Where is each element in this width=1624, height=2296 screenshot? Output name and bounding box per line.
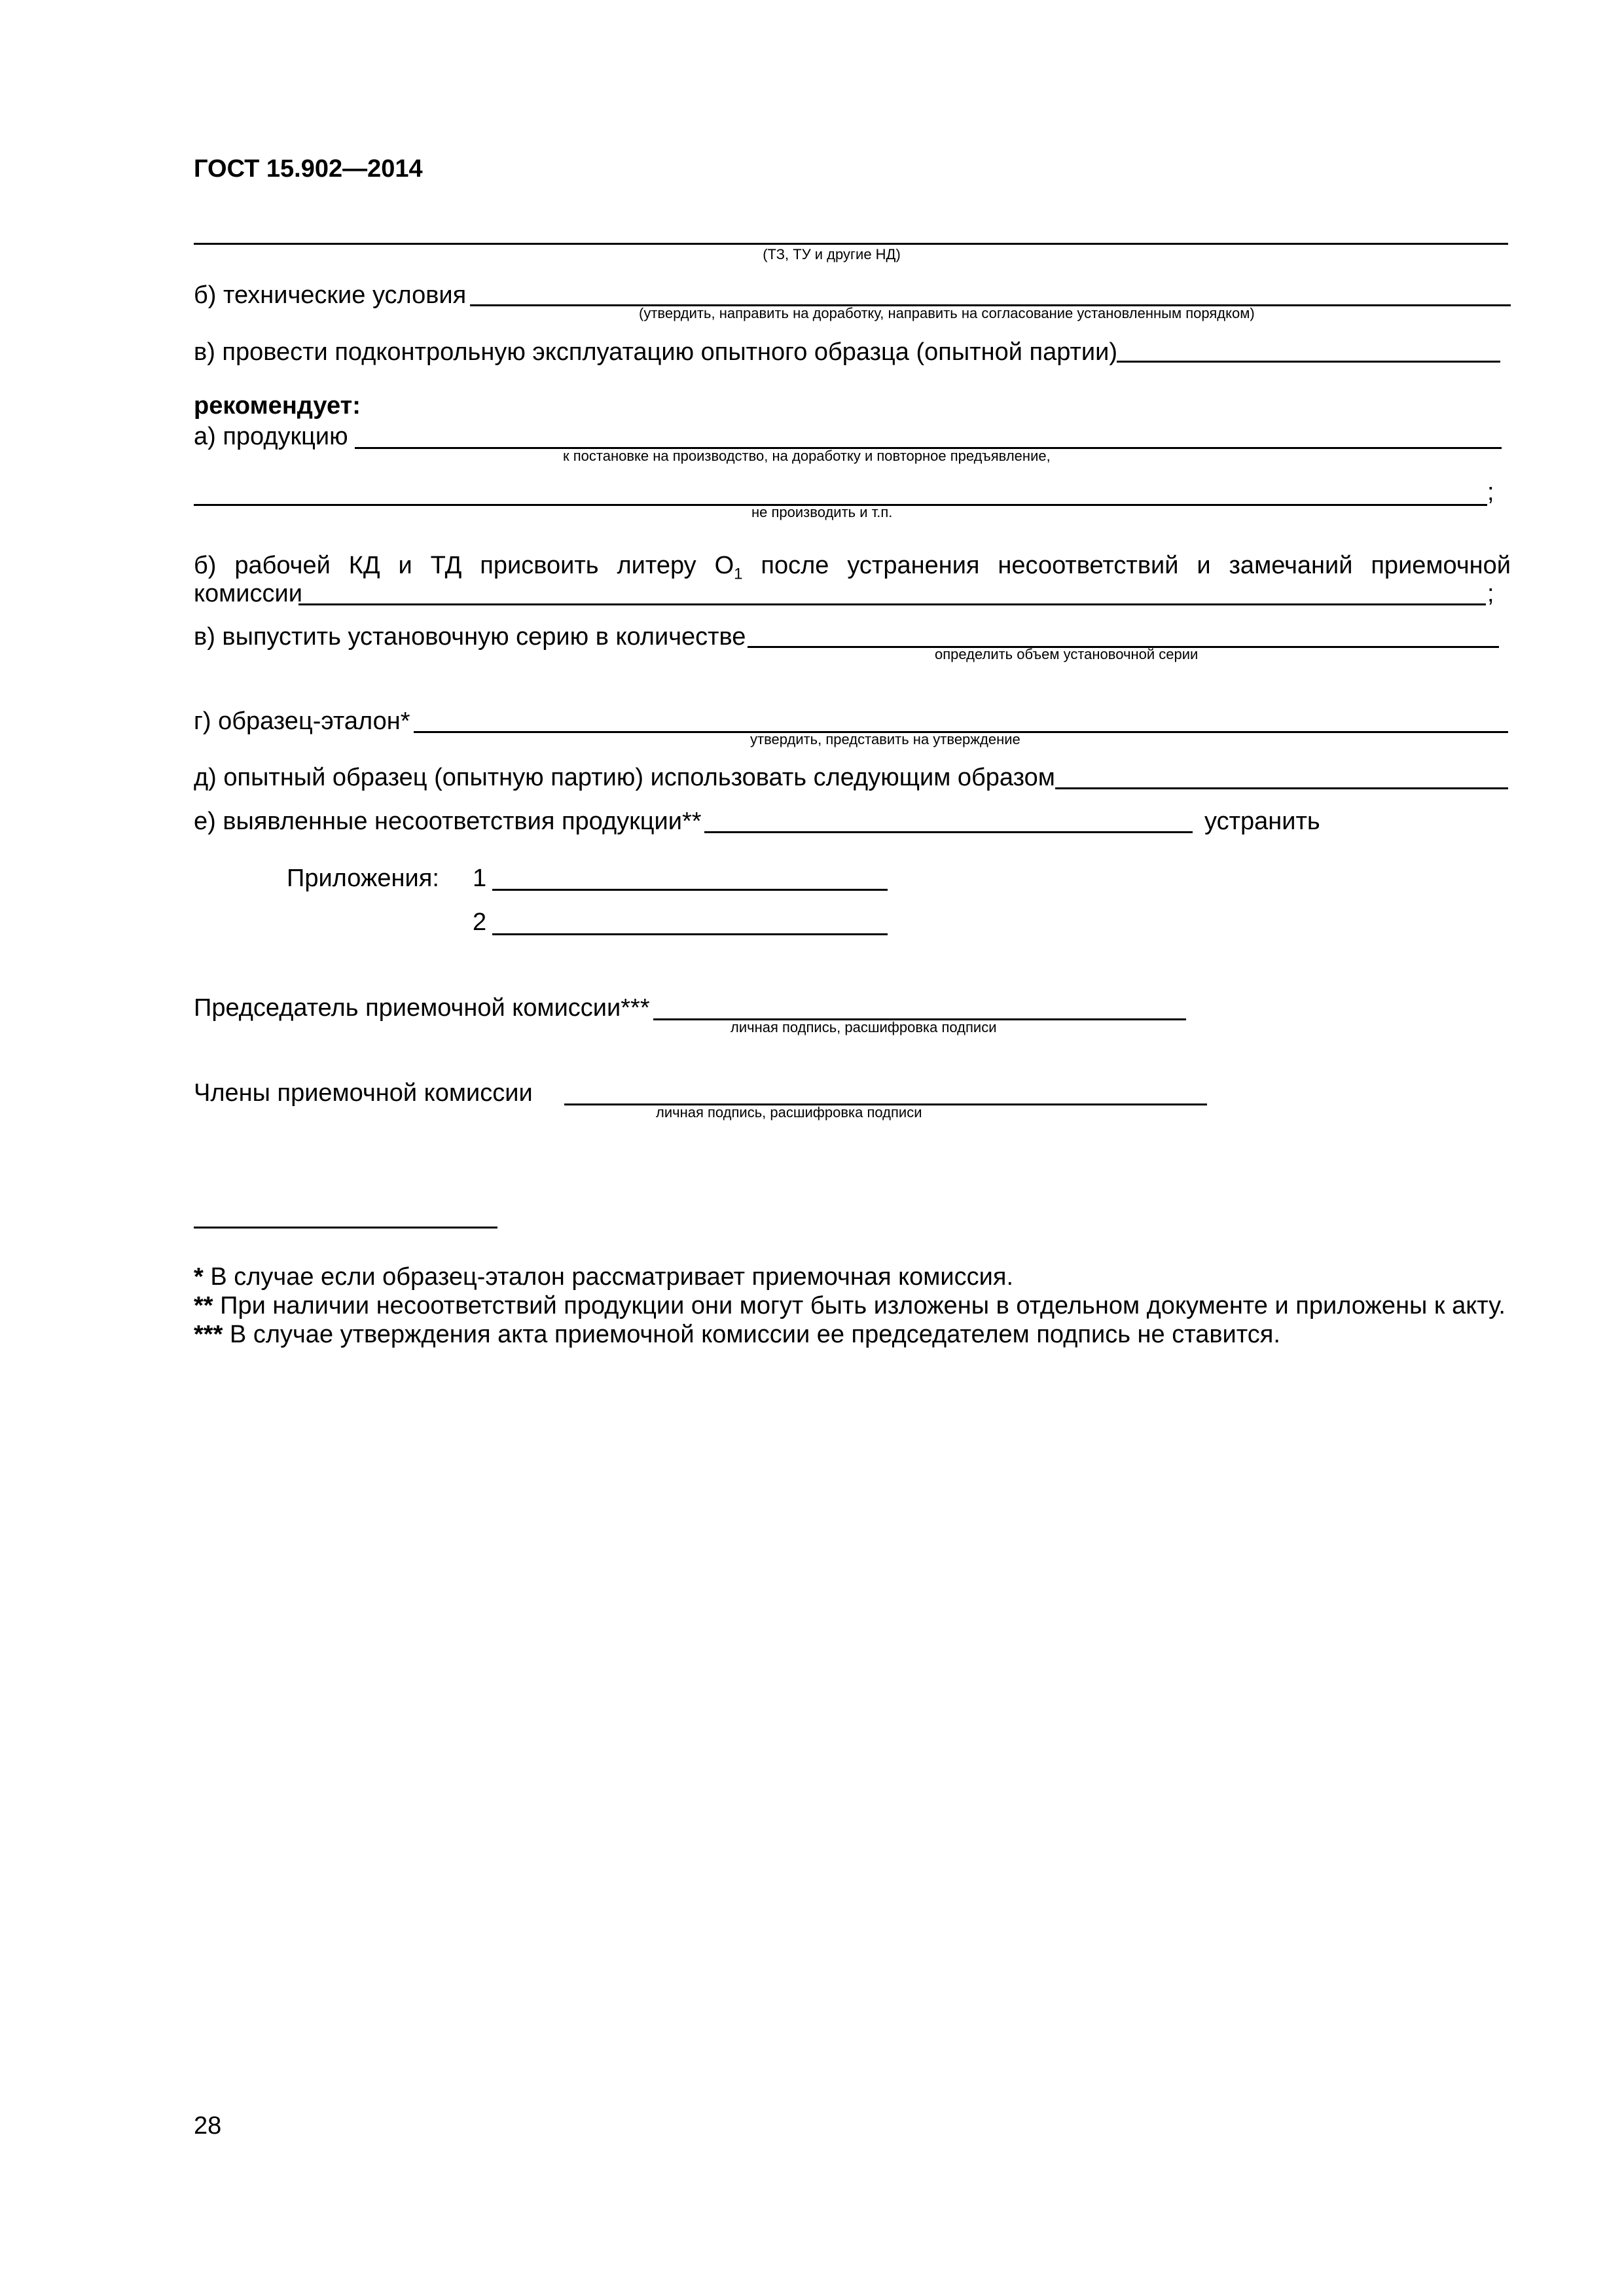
footnote-2 <box>194 1291 1506 1320</box>
subscript-letter: 1 <box>734 565 743 583</box>
label-prototype-use: д) опытный образец (опытную партию) использовать следующим образом <box>194 764 1055 791</box>
hint-tz: (ТЗ, ТУ и другие НД) <box>763 246 901 262</box>
blank-line-nonconformities <box>704 831 1193 833</box>
footnote-1-text: В случае если образец-эталон рассматривает приемочная комиссия. <box>203 1263 1014 1291</box>
hint-installation-series: определить объем установочной серии <box>935 646 1199 662</box>
document-title: ГОСТ 15.902—2014 <box>194 155 423 183</box>
footnote-1 <box>194 1263 1013 1291</box>
label-product: а) продукцию <box>194 423 348 450</box>
hint-product-1: к постановке на производство, на доработку и повторное предъявление, <box>563 448 1051 464</box>
footnote-separator <box>194 1227 497 1229</box>
label-commission: комиссии <box>194 580 302 607</box>
label-controlled-operation: в) провести подконтрольную эксплуатацию опытного образца (опытной партии) <box>194 338 1118 366</box>
footnote-3-mark: *** <box>194 1321 223 1348</box>
blank-line-commission <box>298 603 1486 605</box>
label-reference-sample: г) образец-эталон* <box>194 708 410 735</box>
attachment-number-1: 1 <box>473 865 487 892</box>
label-chairman: Председатель приемочной комиссии*** <box>194 994 650 1022</box>
semicolon-commission: ; <box>1487 580 1494 607</box>
label-commission-members: Члены приемочной комиссии <box>194 1079 533 1107</box>
hint-product-2: не производить и т.п. <box>751 504 893 520</box>
hint-members-signature: личная подпись, расшифровка подписи <box>656 1104 922 1121</box>
text-letter-assignment-part1: б) рабочей КД и ТД присвоить литеру О <box>194 552 734 579</box>
label-nonconformities: е) выявленные несоответствия продукции** <box>194 808 702 835</box>
blank-line-attachment-1 <box>492 889 888 891</box>
text-letter-assignment-part2: после устранения несоответствий и замечаний приемочной <box>742 552 1511 579</box>
footnote-3-text: В случае утверждения акта приемочной комиссии ее председателем подпись не ставится. <box>223 1321 1280 1348</box>
blank-line-tz <box>194 243 1508 245</box>
attachment-number-2: 2 <box>473 908 487 936</box>
hint-chairman-signature: личная подпись, расшифровка подписи <box>731 1019 997 1035</box>
paragraph-letter-assignment <box>194 551 1511 589</box>
footnote-1-mark: * <box>194 1263 204 1291</box>
label-attachments: Приложения: <box>287 865 439 892</box>
blank-line-prototype-use <box>1055 787 1508 789</box>
label-tech-conditions: б) технические условия <box>194 281 467 309</box>
footnote-2-mark: ** <box>194 1292 213 1319</box>
page-number: 28 <box>194 2112 222 2140</box>
semicolon-product: ; <box>1487 478 1494 506</box>
footnote-2-text: При наличии несоответствий продукции они могут быть изложены в отдельном документе и приложены к акту. <box>213 1292 1506 1319</box>
blank-line-attachment-2 <box>492 933 888 935</box>
label-installation-series: в) выпустить установочную серию в количестве <box>194 623 746 651</box>
hint-tech-conditions: (утвердить, направить на доработку, направить на согласование установленным порядком) <box>639 305 1255 321</box>
heading-recommends: рекомендует: <box>194 392 361 420</box>
text-eliminate: устранить <box>1204 808 1320 835</box>
hint-reference-sample: утвердить, представить на утверждение <box>750 731 1020 747</box>
footnote-3 <box>194 1320 1280 1349</box>
blank-line-controlled-operation <box>1117 361 1500 363</box>
